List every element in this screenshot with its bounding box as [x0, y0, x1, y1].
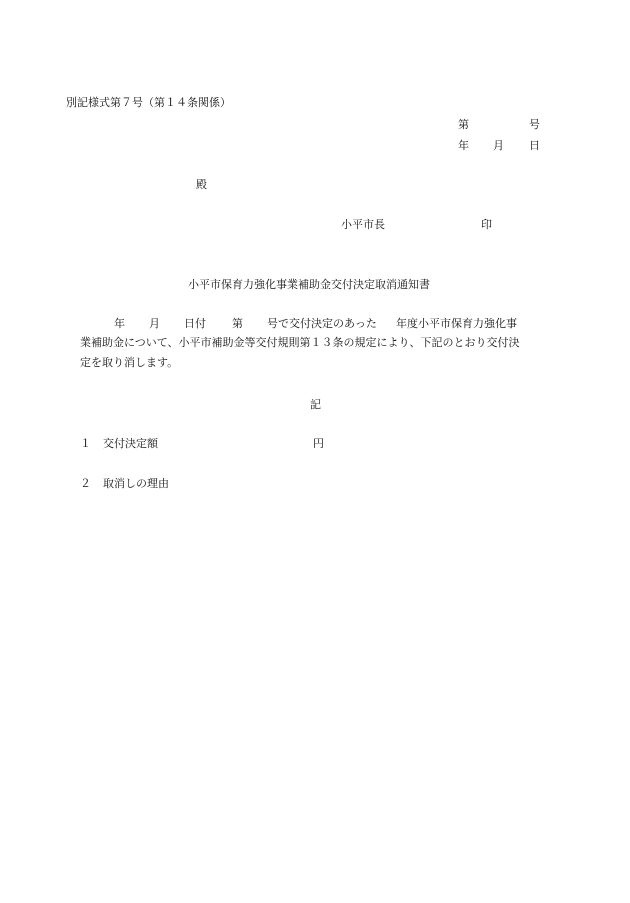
document-title: 小平市保育力強化事業補助金交付決定取消通知書: [188, 278, 430, 291]
body-line-1-dai: 第: [232, 317, 243, 330]
item-2-number: ２: [80, 477, 91, 490]
date-day-label: 日: [529, 139, 540, 152]
document-number-suffix: 号: [529, 118, 540, 131]
ki-heading: 記: [310, 398, 321, 411]
body-line-1-month: 月: [149, 317, 160, 330]
seal-mark: 印: [481, 218, 492, 231]
addressee-suffix: 殿: [196, 178, 207, 191]
item-1-label: 交付決定額: [103, 437, 158, 450]
body-line-3: 定を取り消します。: [80, 356, 179, 369]
body-line-1-year: 年: [114, 317, 125, 330]
body-line-1-date: 日付: [184, 317, 206, 330]
body-line-2: 業補助金について、小平市補助金等交付規則第１３条の規定により、下記のとおり交付決: [80, 336, 520, 349]
date-month-label: 月: [493, 139, 504, 152]
body-line-1-tail: 年度小平市保育力強化事: [396, 317, 517, 330]
item-1-unit: 円: [313, 437, 324, 450]
form-label: 別記様式第７号（第１４条関係）: [66, 96, 231, 109]
issuer-name: 小平市長: [341, 218, 385, 231]
date-year-label: 年: [458, 139, 469, 152]
item-2-label: 取消しの理由: [103, 477, 169, 490]
item-1-number: １: [80, 437, 91, 450]
body-line-1-text: 号で交付決定のあった: [267, 317, 377, 330]
document-number-prefix: 第: [458, 118, 469, 131]
